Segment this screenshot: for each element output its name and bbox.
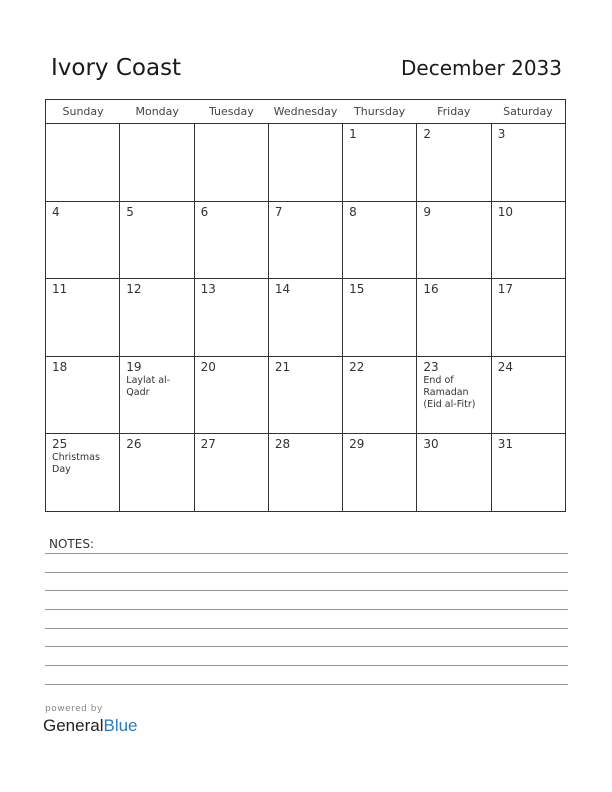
week-row [46,357,565,435]
weekday-header-row [46,100,565,124]
day-cell [269,124,343,201]
day-cell [492,279,565,356]
weekday-header: Friday [437,105,471,118]
holiday-label: Laylat al-Qadr [126,374,171,398]
day-cell [269,202,343,279]
day-cell [46,124,120,201]
day-number: 11 [52,282,68,297]
day-cell [417,434,491,512]
weekday-header: Tuesday [208,105,254,118]
weekday-header: Sunday [62,105,104,118]
holiday-label: End of Ramadan (Eid al-Fitr) [423,374,476,410]
day-cell [417,202,491,279]
day-cell [195,202,269,279]
generalblue-logo [43,716,138,736]
day-number: 18 [52,359,68,374]
note-line [45,572,568,573]
day-cell [195,434,269,512]
day-number: 3 [497,127,506,141]
day-cell [46,357,120,434]
day-cell [46,202,120,279]
month-year-title: December 2033 [401,56,562,80]
day-number: 25 [52,437,68,452]
day-cell [195,124,269,201]
day-number: 13 [200,282,216,297]
day-number: 29 [349,437,365,452]
note-line [45,553,568,554]
day-number: 16 [423,282,439,297]
day-cell [269,279,343,356]
day-number: 26 [126,437,142,452]
day-number: 22 [349,359,365,374]
day-number: 10 [497,204,513,219]
day-cell [269,434,343,512]
day-number: 14 [274,282,291,297]
day-number: 31 [497,437,513,452]
note-line [45,665,568,666]
day-number: 20 [200,359,216,374]
day-number: 6 [200,204,209,219]
week-row [46,434,565,512]
day-number: 19 [126,359,142,374]
day-cell [120,357,194,434]
weekday-header: Saturday [503,105,553,118]
brand-blue: Blue [103,716,138,735]
day-number: 9 [423,204,432,219]
day-cell [195,357,269,434]
day-number: 8 [349,204,357,219]
day-cell [269,357,343,434]
week-row [46,124,565,202]
calendar-grid [45,99,566,512]
day-cell [343,434,417,512]
day-cell [492,434,565,512]
day-cell [120,202,194,279]
powered-by-text: powered by [45,704,103,714]
day-number: 12 [126,282,142,297]
day-cell [492,202,565,279]
day-cell [46,434,120,512]
day-number: 28 [274,437,291,452]
day-cell [417,279,491,356]
day-cell [343,124,417,201]
note-line [45,684,568,685]
day-cell [195,279,269,356]
day-cell [343,202,417,279]
week-row [46,279,565,357]
day-number: 27 [200,437,216,452]
day-cell [120,279,194,356]
note-line [45,646,568,647]
weeks-container [46,124,565,512]
page-title: Ivory Coast [51,55,182,81]
day-cell [492,357,565,434]
day-cell [46,279,120,356]
day-number: 7 [274,204,283,219]
weekday-header: Monday [135,105,179,118]
day-number: 1 [349,127,357,141]
note-line [45,590,568,591]
day-number: 5 [126,204,134,219]
day-cell [417,357,491,434]
day-cell [417,124,491,201]
notes-label: NOTES: [49,537,94,551]
day-number: 17 [497,282,513,297]
day-number: 2 [423,127,432,141]
day-cell [343,357,417,434]
note-line [45,609,568,610]
weekday-header: Thursday [354,105,406,118]
day-number: 21 [274,359,291,374]
day-number: 23 [423,359,439,374]
weekday-header: Wednesday [273,105,338,118]
day-number: 30 [423,437,439,452]
brand-general: General [43,716,104,735]
week-row [46,202,565,280]
holiday-label: Christmas Day [52,452,100,476]
day-number: 4 [52,204,60,219]
day-cell [120,434,194,512]
day-number: 15 [349,282,365,297]
day-cell [492,124,565,201]
day-cell [343,279,417,356]
note-line [45,628,568,629]
day-cell [120,124,194,201]
day-number: 24 [497,359,513,374]
